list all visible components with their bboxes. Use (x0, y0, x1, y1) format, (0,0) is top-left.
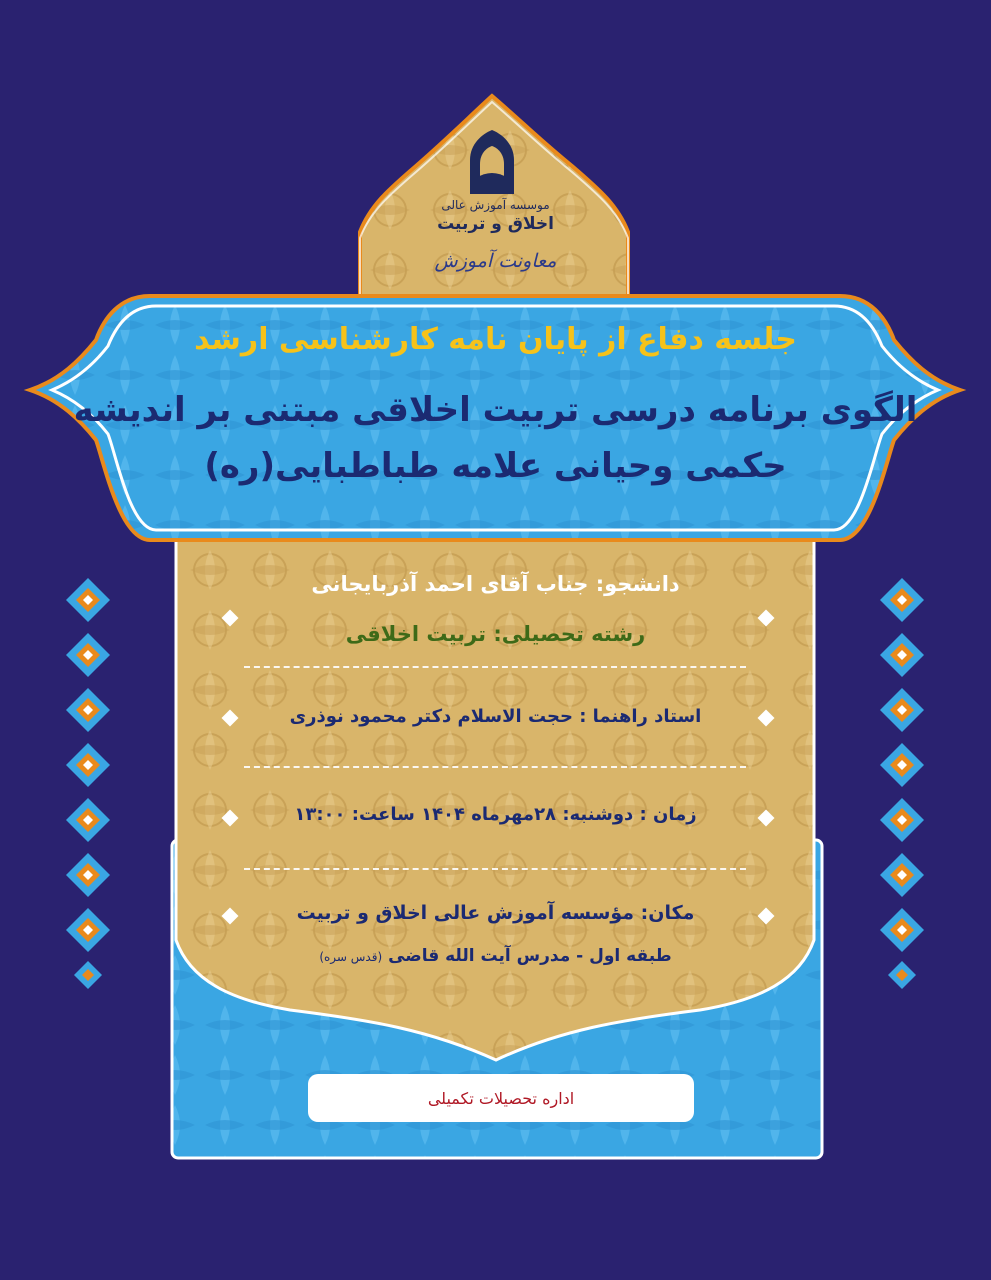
thesis-title-line2: حکمی وحیانی علامه طباطبایی(ره) (204, 446, 787, 486)
student-name: دانشجو: جناب آقای احمد آذربایجانی (311, 572, 680, 596)
divider (244, 766, 746, 768)
event-title: جلسه دفاع از پایان نامه کارشناسی ارشد (194, 322, 797, 357)
divider (244, 868, 746, 870)
advisor-name: استاد راهنما : حجت الاسلام دکتر محمود نوذری (289, 706, 702, 727)
event-location: مکان: مؤسسه آموزش عالی اخلاق و تربیت (296, 902, 695, 924)
organizer-label: اداره تحصیلات تکمیلی (427, 1088, 575, 1108)
department-label: معاونت آموزش (434, 250, 557, 272)
event-time: زمان : دوشنبه: ۲۸مهرماه ۱۴۰۴ ساعت: ۱۳:۰۰ (294, 804, 697, 825)
event-room (0, 946, 991, 966)
institute-name: اخلاق و تربیت (437, 214, 554, 234)
organizer-badge (308, 1074, 694, 1122)
event-room-note: (قدس سره) (319, 950, 383, 964)
event-room-text: طبقه اول - مدرس آیت الله قاضی (388, 946, 672, 966)
thesis-title-line1: الگوی برنامه درسی تربیت اخلاقی مبتنی بر اندیشه (73, 390, 918, 430)
institute-subtitle: موسسه آموزش عالی (441, 198, 550, 212)
field-of-study: رشته تحصیلی: تربیت اخلاقی (345, 622, 646, 646)
divider (244, 666, 746, 668)
